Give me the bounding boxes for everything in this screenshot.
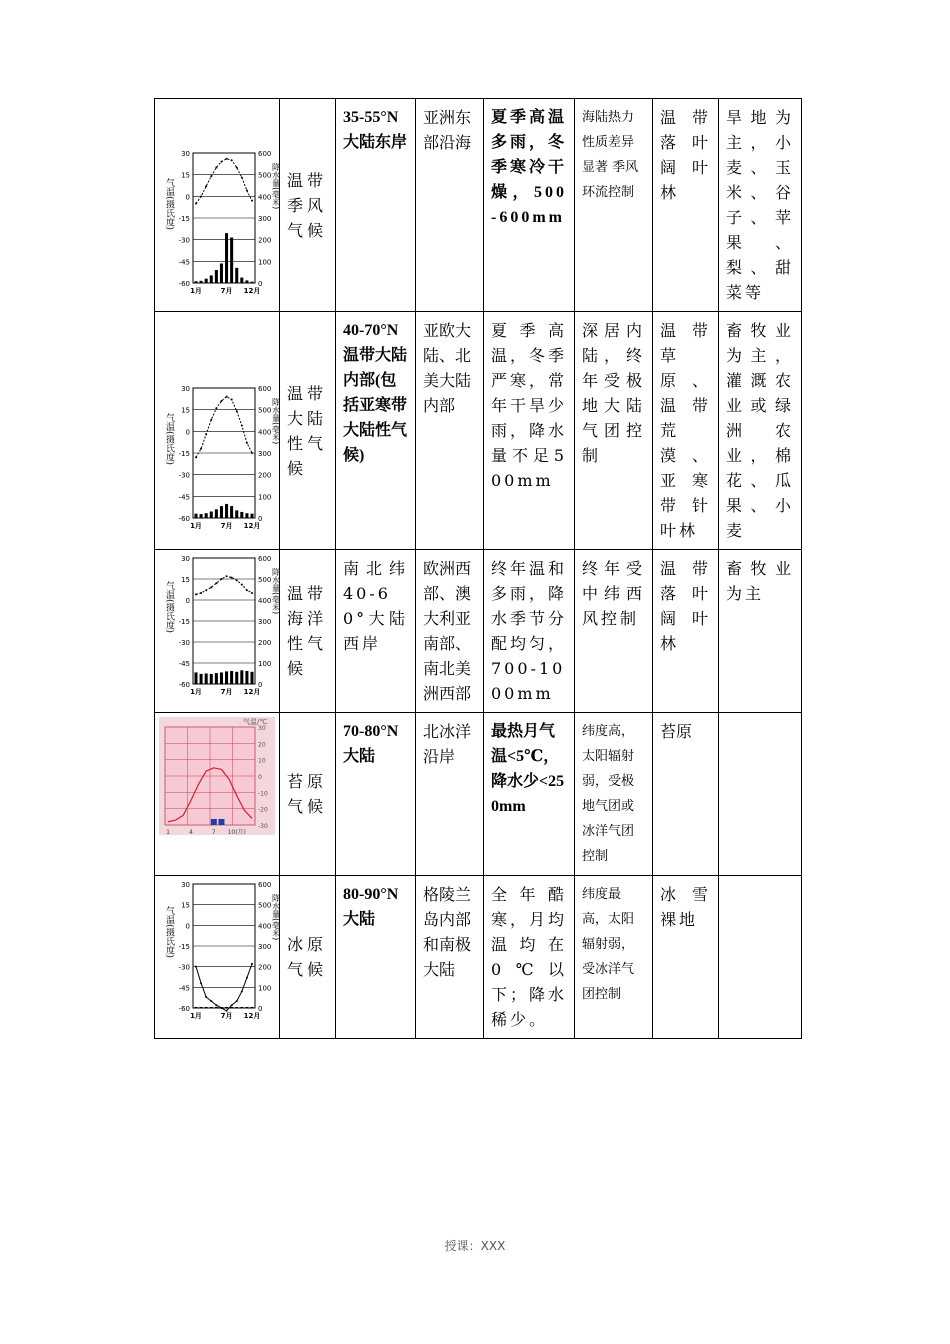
precip-bar — [240, 278, 243, 283]
temperature-point — [210, 419, 212, 421]
temperature-point — [236, 166, 238, 168]
temperature-point — [231, 159, 233, 161]
x-tick-label: 7月 — [220, 522, 233, 530]
temperature-point — [241, 584, 243, 586]
y-axis-label: 气温(摄氏度) — [164, 413, 174, 466]
climate-chart-cell — [155, 550, 280, 713]
table-row — [155, 99, 802, 312]
precip-bar — [220, 506, 223, 518]
precip-bar — [205, 674, 208, 685]
precip-bar — [215, 673, 218, 684]
temperature-point — [205, 433, 207, 435]
temperature-point — [236, 410, 238, 412]
precip-bar — [205, 1007, 208, 1008]
distribution-cell — [416, 876, 484, 1039]
x-tick-label: 1 — [166, 829, 170, 836]
y2-tick-label: 200 — [258, 639, 272, 647]
climate-name-text: 苔原气候 — [287, 772, 328, 816]
x-tick-label: 7 — [211, 829, 216, 836]
temperature-point — [195, 203, 197, 205]
y-axis-label: 气温/℃ — [243, 718, 268, 726]
temperature-point — [195, 966, 197, 968]
temperature-point — [246, 589, 248, 591]
location-cell — [336, 312, 416, 550]
temperature-point — [215, 166, 217, 168]
precip-bar — [225, 671, 228, 684]
precip-bar — [200, 281, 203, 283]
features-cell — [484, 550, 575, 713]
temperature-point — [215, 582, 217, 584]
precip-bar — [205, 279, 208, 283]
climate-chart-cell — [155, 713, 280, 876]
temperature-point — [200, 448, 202, 450]
temperature-point — [195, 593, 197, 595]
y2-tick-label: 600 — [258, 385, 272, 393]
vegetation-cell — [653, 550, 719, 713]
temperature-point — [200, 982, 202, 984]
temperature-point — [220, 1007, 222, 1009]
y2-tick-label: 0 — [258, 1005, 263, 1013]
precip-bar — [240, 1007, 243, 1008]
vegetation-cell — [653, 99, 719, 312]
x-tick-label: 4 — [188, 829, 193, 836]
climate-chart — [155, 550, 280, 702]
y-tick-label: -60 — [178, 681, 190, 689]
temperature-point — [246, 190, 248, 192]
features-text: 终年温和多雨，降水季节分配均匀，700-1000mm — [491, 559, 568, 703]
climate-name-text: 温带海洋性气候 — [287, 584, 328, 678]
climate-table — [154, 98, 802, 1039]
location-cell — [336, 550, 416, 713]
y-tick-label: 15 — [181, 901, 190, 910]
temperature-point — [226, 158, 228, 160]
temperature-point — [200, 195, 202, 197]
y-tick-label: -60 — [178, 280, 190, 288]
y2-tick-label: 300 — [258, 618, 272, 626]
table-row — [155, 713, 802, 876]
y-tick-label: -15 — [178, 215, 190, 223]
distribution-text: 北冰洋沿岸 — [423, 722, 472, 766]
temperature-point — [220, 578, 222, 580]
climate-name-text: 温带大陆性气候 — [287, 383, 328, 478]
climate-name — [280, 713, 336, 876]
precip-bar — [225, 1007, 228, 1008]
distribution-text: 格陵兰岛内部和南极大陆 — [423, 885, 472, 979]
y-tick-label: 0 — [185, 597, 190, 605]
climate-chart — [155, 713, 280, 863]
precip-bar — [250, 514, 253, 518]
y2-axis-label: 降水量(毫米) — [271, 894, 280, 941]
temperature-point — [231, 577, 233, 579]
features-cell — [484, 99, 575, 312]
location-cell — [336, 876, 416, 1039]
y2-tick-label: 600 — [258, 555, 272, 563]
agriculture-text: 畜牧业为主，灌溉农业或绿洲农业，棉花、瓜果、小麦 — [726, 321, 794, 540]
precip-bar — [230, 506, 233, 518]
location-text: 80-90°N大陆 — [343, 886, 399, 928]
precip-bar — [194, 672, 197, 684]
y-tick-label: -10 — [258, 790, 268, 798]
y2-tick-label: 400 — [258, 597, 272, 605]
precip-bar — [194, 281, 197, 283]
precip-bar — [220, 672, 223, 684]
agriculture-text: 旱地为主，小麦、玉米、谷子、苹果、梨、甜菜等 — [726, 108, 794, 302]
features-cell — [484, 312, 575, 550]
cause-text: 纬度高，太阳辐射弱，受极地气团或冰洋气团控制 — [582, 724, 635, 864]
cause-cell — [575, 312, 653, 550]
precip-bar — [235, 268, 238, 283]
cause-cell — [575, 876, 653, 1039]
temperature-point — [251, 452, 253, 454]
y-tick-label: 10 — [258, 757, 266, 765]
y-tick-label: -20 — [258, 806, 268, 814]
temperature-point — [226, 575, 228, 577]
distribution-cell — [416, 99, 484, 312]
y-tick-label: 30 — [181, 881, 190, 889]
features-cell — [484, 713, 575, 876]
temperature-point — [220, 400, 222, 402]
y-tick-label: 30 — [181, 555, 190, 563]
vegetation-text: 温带落叶阔叶林 — [660, 108, 711, 202]
climate-chart-cell — [155, 99, 280, 312]
y2-tick-label: 100 — [258, 258, 272, 267]
location-cell — [336, 713, 416, 876]
y2-axis-label: 降水量(毫米) — [271, 163, 280, 210]
precip-bar — [194, 1007, 197, 1008]
precip-bar — [250, 1007, 253, 1008]
y2-tick-label: 300 — [258, 215, 272, 223]
temperature-point — [251, 592, 253, 594]
climate-name — [280, 550, 336, 713]
y2-tick-label: 400 — [258, 428, 272, 437]
x-tick-label: 1月 — [190, 688, 202, 696]
x-tick-label: 7月 — [220, 1012, 233, 1020]
vegetation-text: 冰雪裸地 — [660, 885, 711, 929]
y2-tick-label: 400 — [258, 193, 272, 202]
precip-bar — [235, 672, 238, 684]
precip-bar — [240, 512, 243, 518]
location-text: 40-70°N温带大陆内部(包括亚寒带大陆性气候) — [343, 322, 408, 464]
x-tick-label: 7月 — [220, 287, 233, 295]
distribution-text: 亚欧大陆、北美大陆内部 — [423, 321, 472, 415]
y2-tick-label: 0 — [258, 515, 263, 523]
agriculture-cell — [719, 876, 802, 1039]
precip-bar — [211, 819, 217, 825]
precip-bar — [215, 509, 218, 518]
y-tick-label: -60 — [178, 515, 190, 523]
precip-bar — [230, 238, 233, 284]
y-tick-label: 30 — [181, 150, 190, 158]
temperature-point — [210, 586, 212, 588]
precip-bar — [250, 672, 253, 684]
temperature-point — [241, 990, 243, 992]
temperature-point — [251, 963, 253, 965]
page-footer: 授课：XXX — [444, 1239, 506, 1253]
precip-bar — [250, 282, 253, 283]
temperature-point — [246, 977, 248, 979]
features-text: 夏季高温多雨，冬季寒冷干燥，500-600mm — [491, 109, 568, 226]
y2-axis-label: 降水量(毫米) — [271, 398, 280, 445]
y-tick-label: -15 — [178, 943, 190, 951]
location-cell — [336, 99, 416, 312]
vegetation-cell — [653, 876, 719, 1039]
y-tick-label: 15 — [181, 576, 190, 584]
y-tick-label: 0 — [258, 774, 262, 781]
climate-chart — [155, 876, 280, 1026]
y-tick-label: -45 — [178, 660, 190, 668]
cause-cell — [575, 713, 653, 876]
temperature-point — [231, 399, 233, 401]
x-tick-label: 12月 — [243, 522, 261, 530]
y-tick-label: 15 — [181, 406, 190, 415]
y-tick-label: -30 — [178, 236, 190, 245]
y-axis-label: 气温(摄氏度) — [164, 906, 174, 959]
y-tick-label: 20 — [258, 741, 266, 749]
precip-bar — [220, 264, 223, 284]
climate-chart — [155, 312, 280, 536]
x-tick-label: 12月 — [243, 688, 261, 696]
temperature-point — [236, 1000, 238, 1002]
distribution-cell — [416, 550, 484, 713]
y-tick-label: -30 — [258, 823, 268, 830]
temperature-point — [226, 396, 228, 398]
y2-tick-label: 100 — [258, 660, 272, 668]
climate-chart-cell — [155, 312, 280, 550]
agriculture-cell — [719, 550, 802, 713]
y2-tick-label: 600 — [258, 150, 272, 158]
temperature-line — [196, 397, 252, 458]
y2-axis-label: 降水量(毫米) — [271, 568, 280, 615]
distribution-cell — [416, 713, 484, 876]
precip-bar — [210, 275, 213, 283]
y2-tick-label: 200 — [258, 471, 272, 480]
precip-bar — [200, 1007, 203, 1008]
features-text: 夏季高温，冬季严寒，常年干旱少雨，降水量不足500mm — [491, 321, 568, 490]
precip-bar — [245, 1007, 248, 1008]
precip-bar — [225, 233, 228, 283]
precip-bar — [215, 1007, 218, 1008]
y2-tick-label: 200 — [258, 236, 272, 245]
precip-bar — [235, 1007, 238, 1008]
temperature-point — [220, 161, 222, 163]
y-tick-label: -45 — [178, 984, 190, 993]
table-row — [155, 312, 802, 550]
y-tick-label: -45 — [178, 493, 190, 502]
y-tick-label: -15 — [178, 618, 190, 626]
temperature-point — [236, 579, 238, 581]
y-tick-label: -15 — [178, 450, 190, 458]
y-tick-label: 0 — [185, 428, 190, 437]
x-tick-label: 12月 — [243, 1012, 261, 1020]
y-tick-label: -45 — [178, 258, 190, 267]
temperature-point — [205, 589, 207, 591]
temperature-point — [231, 1004, 233, 1006]
climate-name — [280, 876, 336, 1039]
y2-tick-label: 0 — [258, 280, 263, 288]
temperature-point — [205, 996, 207, 998]
precip-bar — [245, 513, 248, 518]
table-row — [155, 876, 802, 1039]
y2-tick-label: 500 — [258, 171, 272, 180]
x-tick-label: 1月 — [190, 287, 202, 295]
distribution-cell — [416, 312, 484, 550]
x-tick-label: 12月 — [243, 287, 261, 295]
y2-tick-label: 500 — [258, 406, 272, 415]
temperature-point — [215, 1004, 217, 1006]
temperature-point — [210, 1000, 212, 1002]
x-tick-label: 10(月) — [227, 829, 246, 836]
vegetation-cell — [653, 312, 719, 550]
cause-cell — [575, 99, 653, 312]
y-axis-label: 气温(摄氏度) — [164, 178, 174, 231]
y2-tick-label: 200 — [258, 963, 272, 972]
precip-bar — [200, 674, 203, 684]
temperature-point — [241, 177, 243, 179]
temperature-point — [205, 185, 207, 187]
cause-text: 终年受中纬西风控制 — [582, 559, 645, 628]
y2-tick-label: 100 — [258, 984, 272, 993]
cause-text: 深居内陆，终年受极地大陆气团控制 — [582, 321, 645, 465]
location-text: 南北纬40-60°大陆西岸 — [343, 559, 408, 653]
features-cell — [484, 876, 575, 1039]
location-text: 70-80°N大陆 — [343, 723, 399, 765]
vegetation-text: 温带草原、温带荒漠、亚寒带针叶林 — [660, 321, 711, 540]
precip-bar — [215, 270, 218, 283]
y-tick-label: -30 — [178, 471, 190, 480]
climate-name-text: 温带季风气候 — [287, 170, 328, 240]
y-tick-label: -60 — [178, 1005, 190, 1013]
features-text: 最热月气温<5℃，降水少<250mm — [491, 723, 565, 815]
agriculture-cell — [719, 713, 802, 876]
climate-chart — [155, 99, 280, 301]
temperature-point — [246, 442, 248, 444]
precip-bar — [218, 819, 224, 825]
y2-tick-label: 0 — [258, 681, 263, 689]
cause-text: 纬度最高，太阳辐射弱，受冰洋气团控制 — [582, 887, 635, 1002]
precip-bar — [210, 674, 213, 684]
y-tick-label: 15 — [181, 171, 190, 180]
y-tick-label: -30 — [178, 639, 190, 647]
precip-bar — [225, 504, 228, 518]
precip-bar — [210, 1007, 213, 1008]
x-tick-label: 1月 — [190, 1012, 202, 1020]
y-tick-label: 0 — [185, 193, 190, 202]
cause-cell — [575, 550, 653, 713]
precip-bar — [240, 670, 243, 684]
temperature-point — [210, 175, 212, 177]
y-tick-label: 0 — [185, 922, 190, 931]
temperature-line — [196, 159, 252, 204]
y-tick-label: 30 — [258, 725, 266, 732]
distribution-text: 欧洲西部、澳大利亚南部、南北美洲西部 — [423, 559, 472, 703]
x-tick-label: 7月 — [220, 688, 233, 696]
y2-tick-label: 500 — [258, 901, 272, 910]
y2-tick-label: 400 — [258, 922, 272, 931]
y2-tick-label: 300 — [258, 943, 272, 951]
precip-bar — [230, 671, 233, 684]
agriculture-cell — [719, 312, 802, 550]
features-text: 全年酷寒，月均温均在0℃以下；降水稀少。 — [491, 885, 568, 1029]
climate-name-text: 冰原气候 — [287, 935, 328, 979]
vegetation-text: 温带落叶阔叶林 — [660, 559, 711, 653]
precip-bar — [200, 514, 203, 518]
agriculture-cell — [719, 99, 802, 312]
precip-bar — [245, 280, 248, 283]
y-tick-label: -30 — [178, 963, 190, 972]
climate-name — [280, 99, 336, 312]
temperature-point — [200, 592, 202, 594]
vegetation-text: 苔原 — [660, 722, 693, 741]
precip-bar — [210, 512, 213, 519]
temperature-point — [195, 456, 197, 458]
agriculture-text: 畜牧业为主 — [726, 559, 794, 603]
climate-name — [280, 312, 336, 550]
y2-tick-label: 300 — [258, 450, 272, 458]
precip-bar — [245, 671, 248, 684]
table-row — [155, 550, 802, 713]
cause-text: 海陆热力性质差异显著 季风环流控制 — [582, 110, 639, 200]
temperature-point — [251, 200, 253, 202]
location-text: 35-55°N大陆东岸 — [343, 109, 408, 151]
y2-tick-label: 600 — [258, 881, 272, 889]
y2-tick-label: 100 — [258, 493, 272, 502]
climate-chart-cell — [155, 876, 280, 1039]
temperature-point — [215, 407, 217, 409]
y-axis-label: 气温(摄氏度) — [164, 581, 174, 634]
x-tick-label: 1月 — [190, 522, 202, 530]
distribution-text: 亚洲东部沿海 — [423, 108, 472, 152]
precip-bar — [205, 513, 208, 518]
precip-bar — [235, 510, 238, 518]
precip-bar — [194, 514, 197, 518]
temperature-point — [241, 425, 243, 427]
y-tick-label: 30 — [181, 385, 190, 393]
y2-tick-label: 500 — [258, 576, 272, 584]
vegetation-cell — [653, 713, 719, 876]
